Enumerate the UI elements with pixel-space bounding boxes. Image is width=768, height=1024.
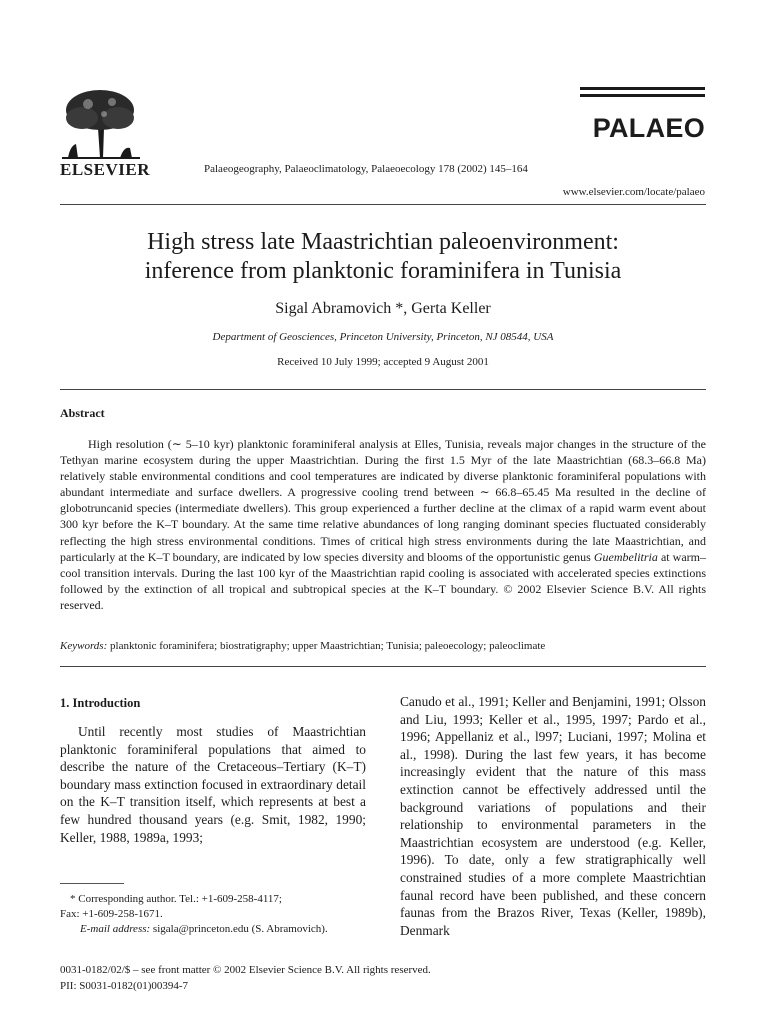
- footnote: [60, 892, 370, 937]
- authors: Sigal Abramovich *, Gerta Keller: [275, 300, 491, 317]
- keywords-list: planktonic foraminifera; biostratigraphy; upper Maastrichtian; Tunisia; paleoecology; paleoclimate: [110, 640, 546, 652]
- journal-citation: Palaeogeography, Palaeoclimatology, Palaeoecology 178 (2002) 145–164: [204, 163, 528, 175]
- keywords-divider: [60, 666, 706, 667]
- body-paragraph: Canudo et al., 1991; Keller and Benjamini, 1991; Olsson and Liu, 1993; Keller et al., 1995, 1997; Pardo et al., 1996; Appellaniz et al., l997; Luciani, 1997; Molina et al., 1998). During the last few years, it has become increasingly evident that the nature of this mass extinction cannot be effectively addressed until the background variations of populations and their relationship to environmental parameters in the Maastrichtian ecosystem are understood (e.g. Keller, 1996). To date, only a few stratigraphically well constrained studies of a more complete Maastrichtian faunal record have been published, and these concern faunas from the Brazos River, Texas (Keller, 1989b), Denmark: [400, 694, 706, 938]
- email-label: E-mail address:: [80, 923, 151, 935]
- footnote-line: * Corresponding author. Tel.: +1-609-258-4117;: [70, 893, 282, 905]
- footnote-email: [60, 922, 370, 937]
- abstract-text: [60, 436, 706, 613]
- title-line: inference from planktonic foraminifera in Tunisia: [144, 258, 622, 284]
- keywords: [60, 640, 706, 652]
- front-matter: [60, 963, 431, 994]
- abstract-heading: Abstract: [60, 406, 105, 420]
- journal-url[interactable]: www.elsevier.com/locate/palaeo: [562, 186, 705, 198]
- abstract-divider: [60, 389, 706, 390]
- pii-line: PII: S0031-0182(01)00394-7: [60, 979, 189, 992]
- logo-bar: [580, 87, 705, 90]
- copyright-line: 0031-0182/02/$ – see front matter © 2002 Elsevier Science B.V. All rights reserved.: [60, 964, 431, 976]
- section-heading: 1. Introduction: [60, 696, 141, 710]
- footnote-line: Fax: +1-609-258-1671.: [60, 908, 163, 920]
- body-paragraph: Until recently most studies of Maastrichtian planktonic foraminiferal populations that aimed to describe the nature of the Cretaceous–Tertiary (K–T) boundary mass extinction focused in extraordinary detail on the K–T transition itself, which represents at best a few hundred thousand years (e.g. Smit, 1982, 1990; Keller, 1988, 1989a, 1993;: [60, 724, 366, 845]
- article-title: [60, 228, 706, 286]
- left-column: [60, 723, 366, 846]
- footnote-divider: [60, 883, 124, 884]
- header-divider: [60, 204, 706, 205]
- keywords-label: Keywords:: [60, 640, 108, 652]
- journal-logo: PALAEO: [592, 113, 705, 143]
- journal-logo-bars: [580, 87, 705, 101]
- email-address[interactable]: sigala@princeton.edu (S. Abramovich).: [152, 923, 328, 935]
- right-column: [400, 693, 706, 939]
- abstract-text-part: High resolution (∼ 5–10 kyr) planktonic foraminiferal analysis at Elles, Tunisia, reveals major changes in the structure of the Tethyan marine ecosystem during the upper Maastrichtian. During the first 1.5 Myr of the late Maastrichtian (68.3–66.8 Ma) relatively stable environmental conditions and cool temperatures are indicated by diverse planktonic foraminiferal populations with abundant intermediate and surface dwellers. A progressive cooling trend between ∼ 66.8–65.45 Ma resulted in the decline of globotruncanid species (intermediate dwellers). This group experienced a further decline at the climax of a rapid warm event about 300 kyr before the K–T boundary. At the same time relative abundances of long ranging dominant species fluctuated considerably reflecting the high stress environmental conditions. Times of critical high stress environments during the late Maastrichtian, and particularly at the K–T boundary, are indicated by low species diversity and blooms of the opportunistic genus: [60, 437, 706, 564]
- received-dates: Received 10 July 1999; accepted 9 August 2001: [277, 356, 489, 368]
- title-line: High stress late Maastrichtian paleoenvironment:: [147, 229, 619, 255]
- abstract-text-part: at warm–cool transition intervals. During the last 100 kyr of the Maastrichtian rapid cooling is associated with accelerated species extinctions followed by the extinction of all tropical and subtropical species at the K–T boundary. © 2002 Elsevier Science B.V. All rights reserved.: [60, 549, 706, 612]
- abstract-genus: Guembelitria: [593, 549, 658, 564]
- logo-bar: [580, 94, 705, 97]
- publisher-name: ELSEVIER: [60, 160, 150, 179]
- affiliation: Department of Geosciences, Princeton University, Princeton, NJ 08544, USA: [212, 331, 554, 343]
